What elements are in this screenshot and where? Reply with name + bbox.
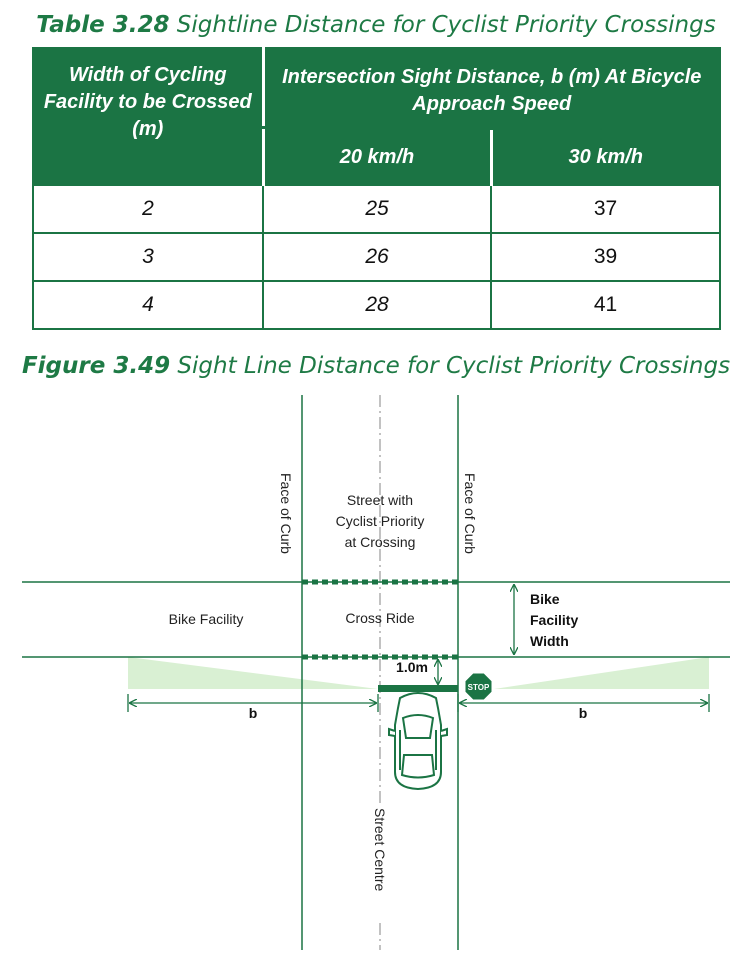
car-icon: [389, 693, 447, 789]
street-label-line2: Cyclist Priority: [335, 513, 425, 529]
header-sight-distance: Intersection Sight Distance, b (m) At Bicycle Approach Speed: [263, 48, 720, 131]
table-caption-number: Table 3.28: [36, 12, 170, 38]
table-caption-title: Sightline Distance for Cyclist Priority Crossings: [176, 12, 716, 38]
header-speed-20: 20 km/h: [263, 131, 491, 185]
cell-distance-30: 39: [491, 233, 720, 281]
cell-distance-20: 25: [263, 185, 491, 233]
stop-sign-text: STOP: [467, 683, 490, 692]
street-label-line3: at Crossing: [344, 534, 416, 550]
bike-facility-label: Bike Facility: [168, 611, 244, 627]
sight-triangle-left: [128, 657, 378, 689]
b-label-right: b: [578, 705, 588, 721]
cross-ride-label: Cross Ride: [345, 610, 415, 626]
stop-sign-icon: [465, 673, 492, 700]
header-cycling-width: Width of Cycling Facility to be Crossed (m): [33, 48, 263, 185]
width-label-line2: Facility: [530, 612, 579, 628]
street-label-line1: Street with: [346, 492, 414, 508]
stop-bar: [378, 685, 458, 692]
header-speed-30: 30 km/h: [491, 131, 720, 185]
cell-width: 3: [33, 233, 263, 281]
cell-distance-20: 26: [263, 233, 491, 281]
figure-caption-title: Sight Line Distance for Cyclist Priority Crossings: [177, 353, 731, 379]
cell-distance-30: 37: [491, 185, 720, 233]
cell-width: 4: [33, 281, 263, 329]
face-of-curb-right: Face of Curb: [462, 473, 478, 554]
width-label-line1: Bike: [530, 591, 560, 607]
street-centre-label: Street Centre: [372, 808, 388, 892]
b-label-left: b: [248, 705, 258, 721]
sight-triangle-right: [494, 657, 709, 689]
cell-width: 2: [33, 185, 263, 233]
figure-caption-number: Figure 3.49: [21, 353, 171, 379]
width-label-line3: Width: [530, 633, 569, 649]
cell-distance-30: 41: [491, 281, 720, 329]
offset-label: 1.0m: [396, 659, 428, 675]
cell-distance-20: 28: [263, 281, 491, 329]
face-of-curb-left: Face of Curb: [278, 473, 294, 554]
